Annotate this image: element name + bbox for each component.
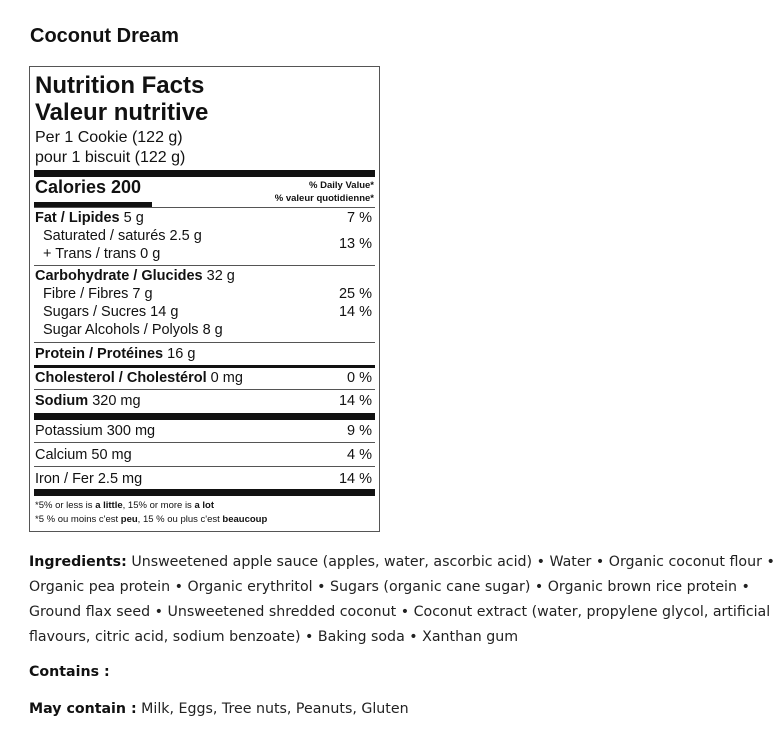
saturated-label: Saturated / saturés 2.5 g — [43, 228, 202, 244]
protein-amount: 16 g — [167, 346, 196, 362]
nutrition-title-fr: Valeur nutritive — [35, 99, 209, 126]
sodium-label: Sodium — [35, 393, 89, 409]
divider-medium — [34, 365, 375, 368]
serving-size-en: Per 1 Cookie (122 g) — [35, 129, 183, 146]
carbohydrate-label: Carbohydrate / Glucides — [35, 268, 203, 284]
daily-value-fr: % valeur quotidienne* — [274, 193, 374, 204]
serving-size-fr: pour 1 biscuit (122 g) — [35, 149, 186, 166]
sodium-row — [35, 393, 372, 410]
calcium-label: Calcium 50 mg — [35, 447, 132, 463]
divider — [34, 342, 375, 343]
daily-value-en: % Daily Value* — [309, 180, 374, 191]
contains-line — [29, 660, 110, 685]
trans-row — [43, 246, 372, 263]
iron-pct: 14 % — [338, 471, 372, 487]
contains-label: Contains : — [29, 664, 110, 680]
iron-row — [35, 471, 372, 488]
protein-label: Protein / Protéines — [35, 346, 164, 362]
divider — [34, 265, 375, 266]
footnote-en — [35, 499, 214, 512]
divider-thick — [34, 489, 375, 496]
sugars-pct: 14 % — [338, 304, 372, 320]
divider — [34, 466, 375, 467]
fibre-row — [43, 286, 372, 303]
footnote-emphasis: a lot — [194, 500, 214, 511]
footnote-emphasis: peu — [120, 514, 138, 525]
divider-thick — [34, 170, 375, 177]
potassium-label: Potassium 300 mg — [35, 423, 156, 439]
carbohydrate-amount: 32 g — [206, 268, 235, 284]
sodium-amount: 320 mg — [92, 393, 141, 409]
divider — [34, 389, 375, 390]
nutrition-facts-table — [29, 66, 380, 532]
divider — [34, 442, 375, 443]
calcium-pct: 4 % — [347, 447, 372, 463]
calcium-row — [35, 447, 372, 464]
footnote-emphasis: beaucoup — [222, 514, 268, 525]
nutrition-title-en: Nutrition Facts — [35, 72, 205, 99]
cholesterol-amount: 0 mg — [210, 370, 243, 386]
divider — [34, 207, 375, 208]
saturated-trans-pct: 13 % — [338, 236, 372, 252]
sodium-pct: 14 % — [338, 393, 372, 409]
ingredients-label: Ingredients: — [29, 554, 127, 570]
sugar-alcohols-row — [43, 322, 372, 339]
daily-value-header — [275, 179, 374, 205]
fat-row — [35, 210, 372, 227]
sugar-alcohols-label: Sugar Alcohols / Polyols 8 g — [43, 322, 223, 338]
ingredients-paragraph — [29, 550, 779, 650]
footnote-emphasis: a little — [95, 500, 123, 511]
fibre-pct: 25 % — [338, 286, 372, 302]
sugars-row — [43, 304, 372, 321]
potassium-row — [35, 423, 372, 440]
ingredients-text: Unsweetened apple sauce (apples, water, ascorbic acid) • Water • Organic coconut flour • Organic pea protein • Organic erythritol • Sugars (organic cane sugar) • Organic brown rice protein • Ground flax seed • Unsweetened shredded coconut • Coconut extract (water, propylene glycol, artificial flavours, citric acid, sodium benzoate) • Baking soda • Xanthan gum — [29, 554, 775, 645]
cholesterol-label: Cholesterol / Cholestérol — [35, 370, 207, 386]
potassium-pct: 9 % — [347, 423, 372, 439]
may-contain-label: May contain : — [29, 701, 137, 717]
carbohydrate-row — [35, 268, 372, 285]
may-contain-text: Milk, Eggs, Tree nuts, Peanuts, Gluten — [141, 701, 409, 717]
footnote-text: , 15% or more is — [122, 500, 195, 511]
cholesterol-pct: 0 % — [347, 370, 372, 386]
saturated-row — [43, 228, 372, 245]
footnote-fr — [35, 513, 267, 526]
footnote-text: , 15 % ou plus c'est — [137, 514, 223, 525]
fat-pct: 7 % — [347, 210, 372, 226]
divider-thick — [34, 413, 375, 420]
may-contain-line — [29, 697, 409, 722]
fat-amount: 5 g — [123, 210, 144, 226]
sugars-label: Sugars / Sucres 14 g — [43, 304, 179, 320]
cholesterol-row — [35, 370, 372, 387]
product-name: Coconut Dream — [30, 25, 179, 47]
protein-row — [35, 346, 372, 363]
fat-label: Fat / Lipides — [35, 210, 120, 226]
iron-label: Iron / Fer 2.5 mg — [35, 471, 143, 487]
fibre-label: Fibre / Fibres 7 g — [43, 286, 153, 302]
footnote-text: *5% or less is — [35, 500, 96, 511]
footnote-text: *5 % ou moins c'est — [35, 514, 121, 525]
calories: Calories 200 — [35, 177, 142, 197]
trans-label: + Trans / trans 0 g — [43, 246, 161, 262]
